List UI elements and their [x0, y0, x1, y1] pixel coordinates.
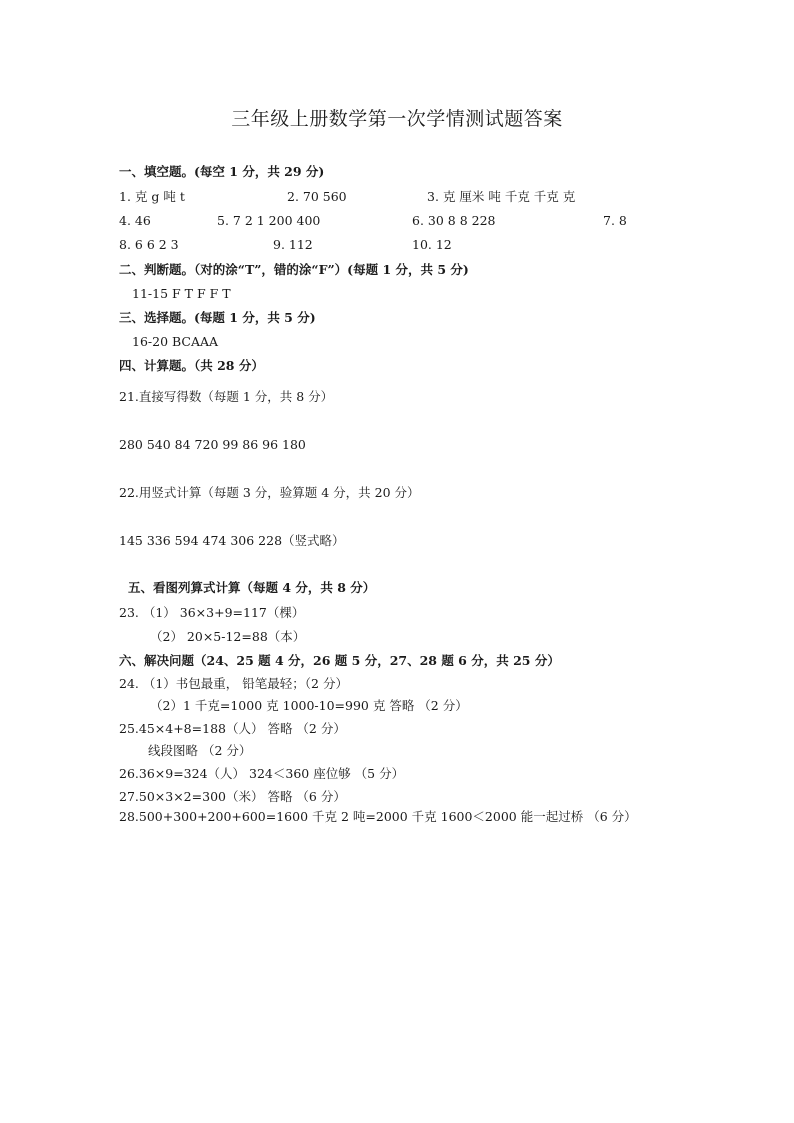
solve-q24-2: （2）1 千克=1000 克 1000-10=990 克 答略 （2 分） [150, 698, 468, 713]
calc-q21-answer: 280 540 84 720 99 86 96 180 [119, 437, 306, 452]
calc-q22-answer: 145 336 594 474 306 228（竖式略） [119, 533, 345, 548]
picture-q23-1: 23. （1） 36×3+9=117（棵） [119, 605, 305, 620]
fill-answer-5: 5. 7 2 1 200 400 [217, 213, 321, 228]
solve-q26: 26.36×9=324（人） 324＜360 座位够 （5 分） [119, 766, 405, 781]
fill-answer-8: 8. 6 6 2 3 [119, 237, 179, 252]
solve-q25-1: 25.45×4+8=188（人） 答略 （2 分） [119, 721, 346, 736]
fill-answer-2: 2. 70 560 [287, 189, 347, 204]
picture-q23-2: （2） 20×5-12=88（本） [150, 629, 306, 644]
judge-answer: 11-15 F T F F T [132, 286, 231, 301]
calc-q21: 21.直接写得数（每题 1 分，共 8 分） [119, 389, 334, 404]
judge-heading: 二、判断题。（对的涂“T”，错的涂“F”）(每题 1 分，共 5 分) [119, 262, 469, 277]
choice-heading: 三、选择题。(每题 1 分，共 5 分) [119, 310, 316, 325]
choice-answer: 16-20 BCAAA [132, 334, 219, 349]
fill-heading: 一、填空题。(每空 1 分，共 29 分) [119, 164, 325, 179]
fill-answer-10: 10. 12 [412, 237, 452, 252]
solve-q24-1: 24. （1）书包最重， 铅笔最轻；（2 分） [119, 676, 348, 691]
calc-heading: 四、计算题。（共 28 分） [119, 358, 264, 373]
fill-answer-6: 6. 30 8 8 228 [412, 213, 496, 228]
solve-q28: 28.500+300+200+600=1600 千克 2 吨=2000 千克 1600＜2000 能一起过桥 （6 分） [119, 809, 637, 824]
solve-q25-2: 线段图略 （2 分） [148, 743, 252, 758]
calc-q22: 22.用竖式计算（每题 3 分，验算题 4 分，共 20 分） [119, 485, 420, 500]
fill-answer-3: 3. 克 厘米 吨 千克 千克 克 [427, 189, 576, 204]
solve-heading: 六、解决问题（24、25 题 4 分，26 题 5 分，27、28 题 6 分，共 25 分） [119, 653, 560, 668]
page-title: 三年级上册数学第一次学情测试题答案 [231, 108, 563, 130]
solve-q27: 27.50×3×2=300（米） 答略 （6 分） [119, 789, 346, 804]
fill-answer-1: 1. 克 g 吨 t [119, 189, 185, 204]
picture-heading: 五、看图列算式计算（每题 4 分，共 8 分） [128, 580, 376, 595]
fill-answer-4: 4. 46 [119, 213, 151, 228]
fill-answer-9: 9. 112 [273, 237, 313, 252]
fill-answer-7: 7. 8 [603, 213, 627, 228]
